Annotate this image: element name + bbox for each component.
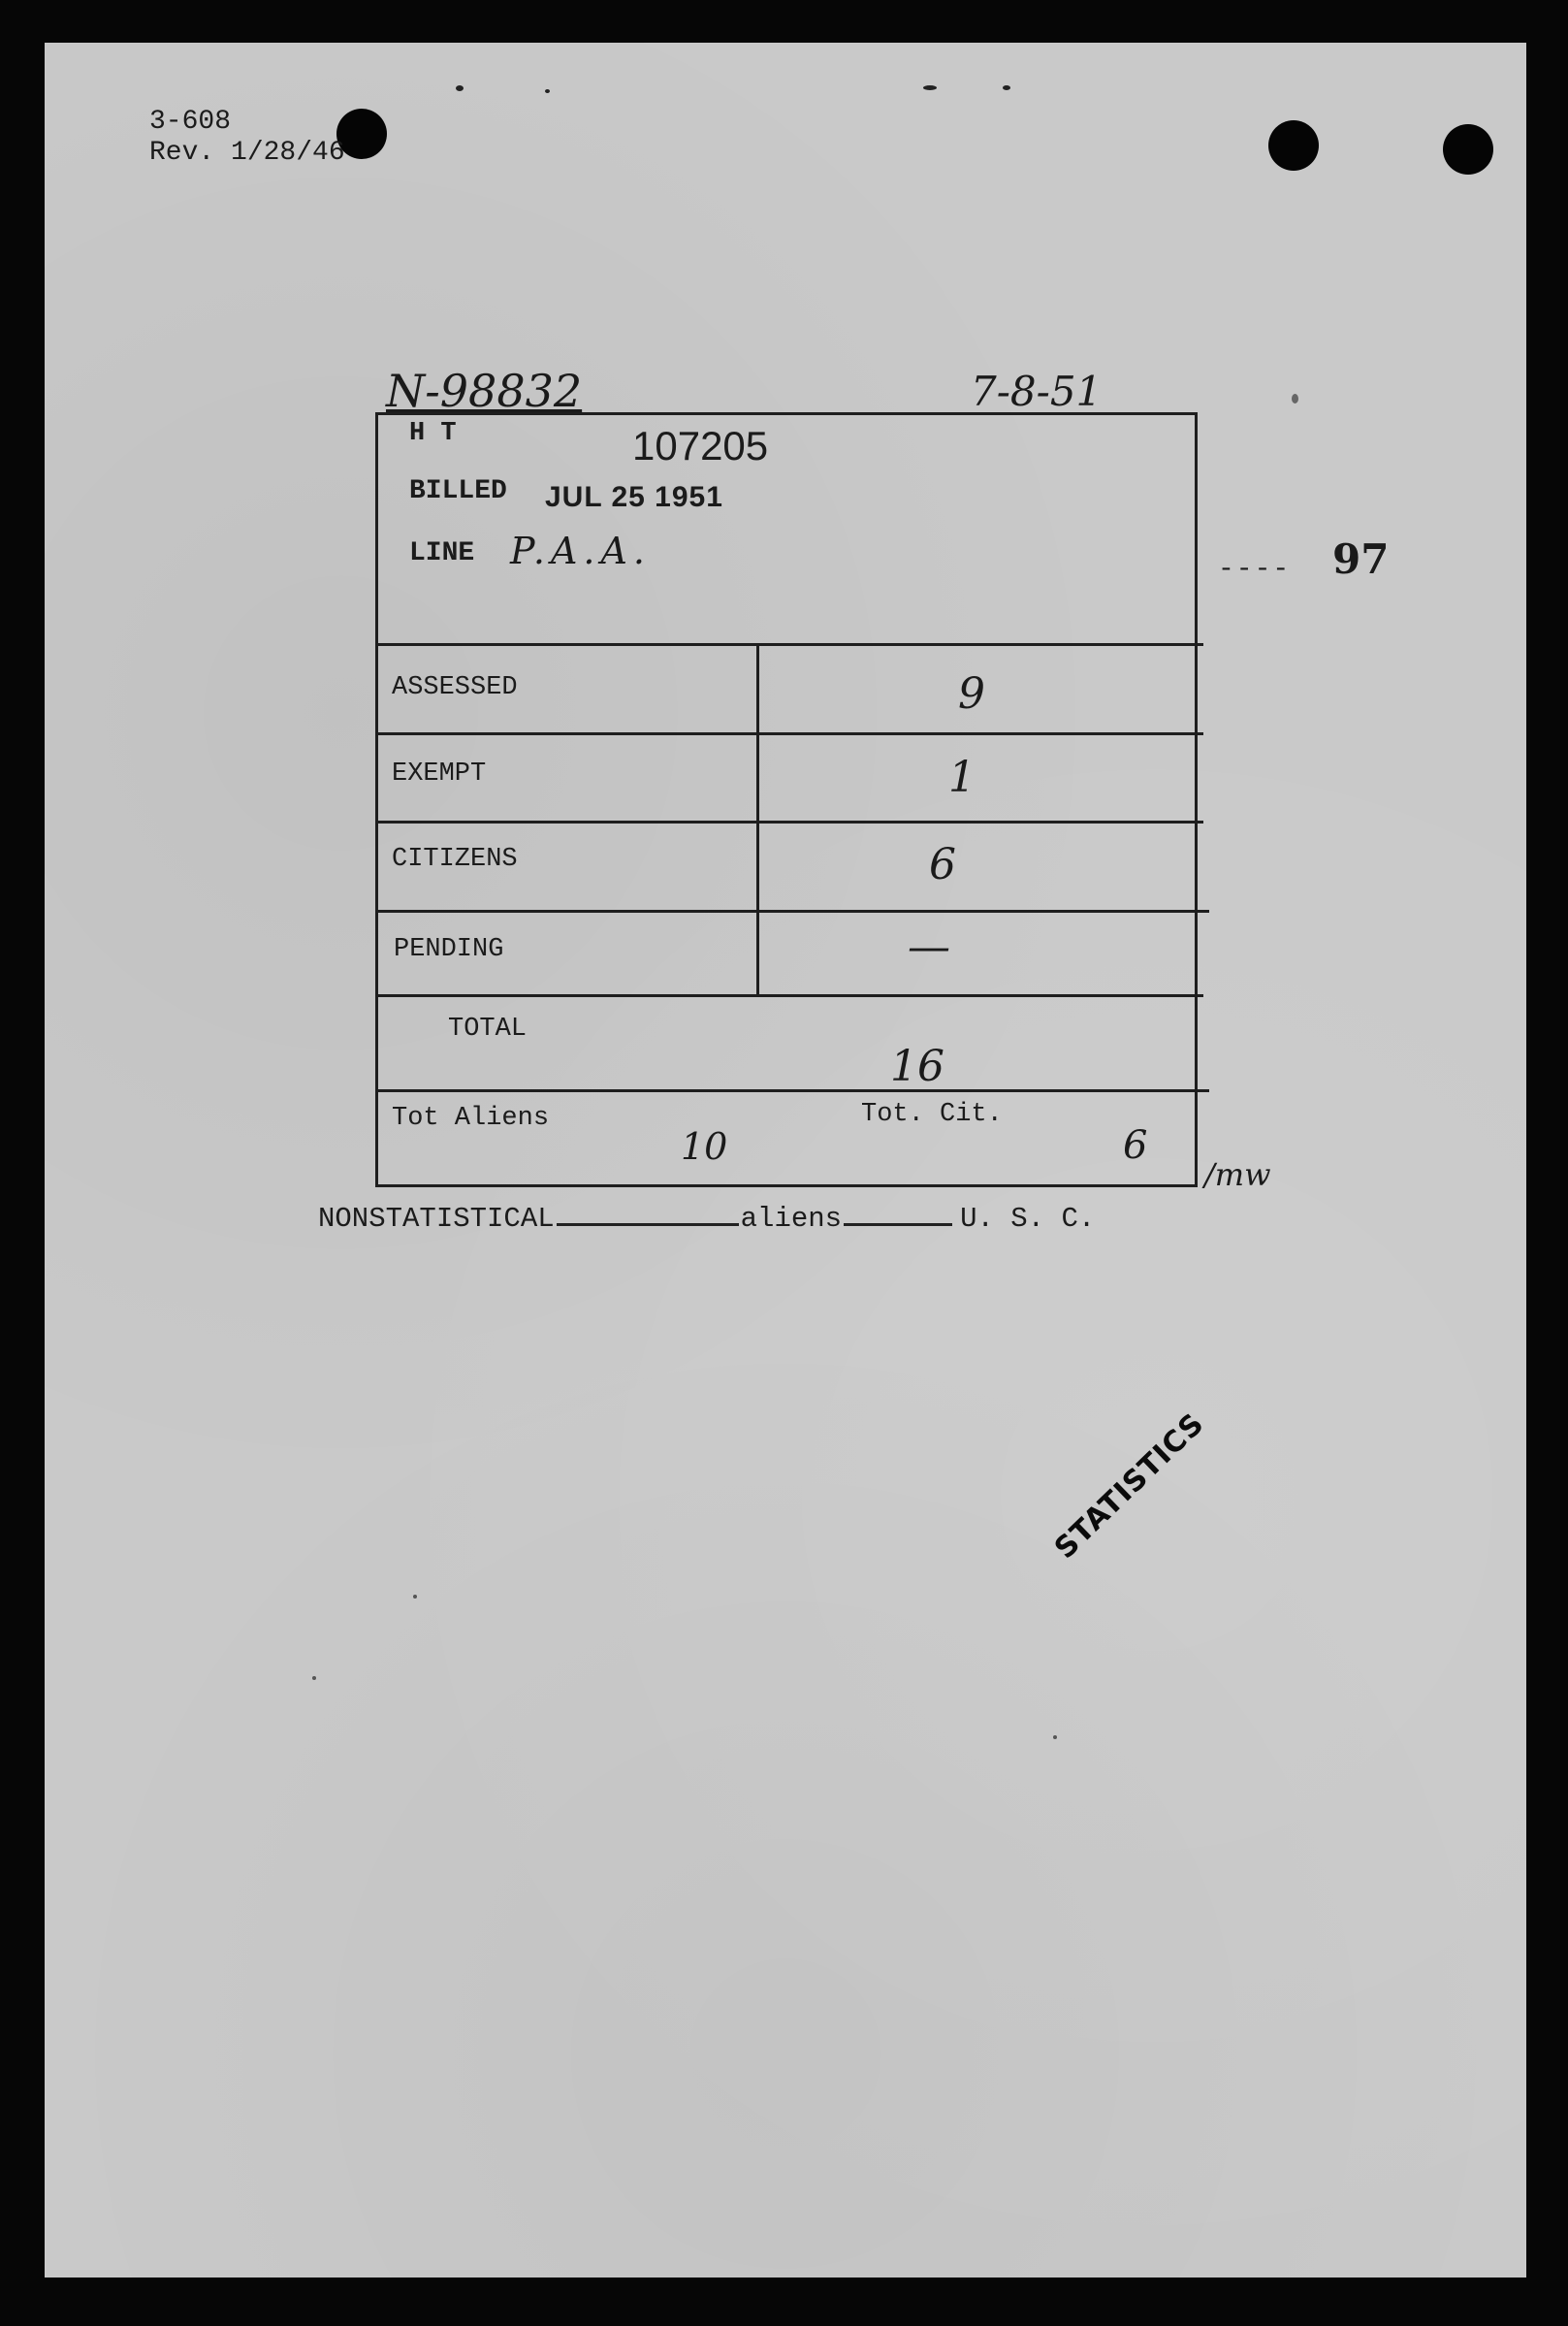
speck [1003,85,1010,90]
billed-date-stamp: JUL 25 1951 [545,481,723,513]
exempt-value: 1 [948,753,976,802]
rule-header-bottom [375,643,1203,646]
side-dashes: ---- [1218,555,1292,585]
ht-number: 107205 [632,423,769,468]
speck [1053,1735,1057,1739]
usc-blank [844,1223,952,1226]
total-citizens-label: Tot. Cit. [861,1100,1003,1129]
speck [923,85,937,90]
column-divider [756,646,759,994]
line-label: LINE [409,538,475,568]
statistics-stamp: STATISTICS [1048,1406,1211,1567]
total-label: TOTAL [448,1015,528,1044]
file-number: N-98832 [386,365,583,417]
total-citizens-value: 6 [1123,1123,1148,1168]
statistics-form-box [375,412,1198,1187]
rule-row-4 [375,994,1203,997]
rule-row-2 [375,821,1203,824]
usc-label: U. S. C. [960,1203,1096,1235]
punch-hole-right-1 [1268,120,1319,171]
speck [545,89,550,93]
rule-row-1 [375,732,1203,735]
pending-value: — [908,922,950,972]
aliens-blank [557,1223,739,1226]
speck [312,1676,316,1680]
handwritten-date: 7-8-51 [971,368,1103,415]
exempt-label: EXEMPT [392,759,487,789]
document-page [45,43,1526,2278]
speck [456,85,464,91]
form-number: 3-608 [149,107,232,137]
nonstatistical-line [318,1203,1095,1235]
rule-row-3 [375,910,1209,913]
citizens-value: 6 [929,840,956,889]
speck [413,1595,417,1599]
total-aliens-value: 10 [681,1125,728,1168]
assessed-value: 9 [958,669,985,719]
initials: /mw [1204,1156,1271,1193]
speck [1292,394,1298,404]
billed-label: BILLED [409,476,507,506]
side-number: 97 [1332,535,1390,583]
nonstatistical-label: NONSTATISTICAL [318,1203,555,1235]
line-value: P.A.A. [510,530,651,572]
punch-hole-right-2 [1443,124,1493,175]
assessed-label: ASSESSED [392,673,518,702]
form-revision: Rev. 1/28/46 [149,138,345,168]
pending-label: PENDING [394,935,504,964]
total-value: 16 [890,1042,944,1091]
citizens-label: CITIZENS [392,845,518,874]
total-aliens-label: Tot Aliens [392,1104,550,1133]
rule-row-5 [375,1089,1209,1092]
ht-label: H T [409,419,457,448]
aliens-label: aliens [740,1203,843,1235]
